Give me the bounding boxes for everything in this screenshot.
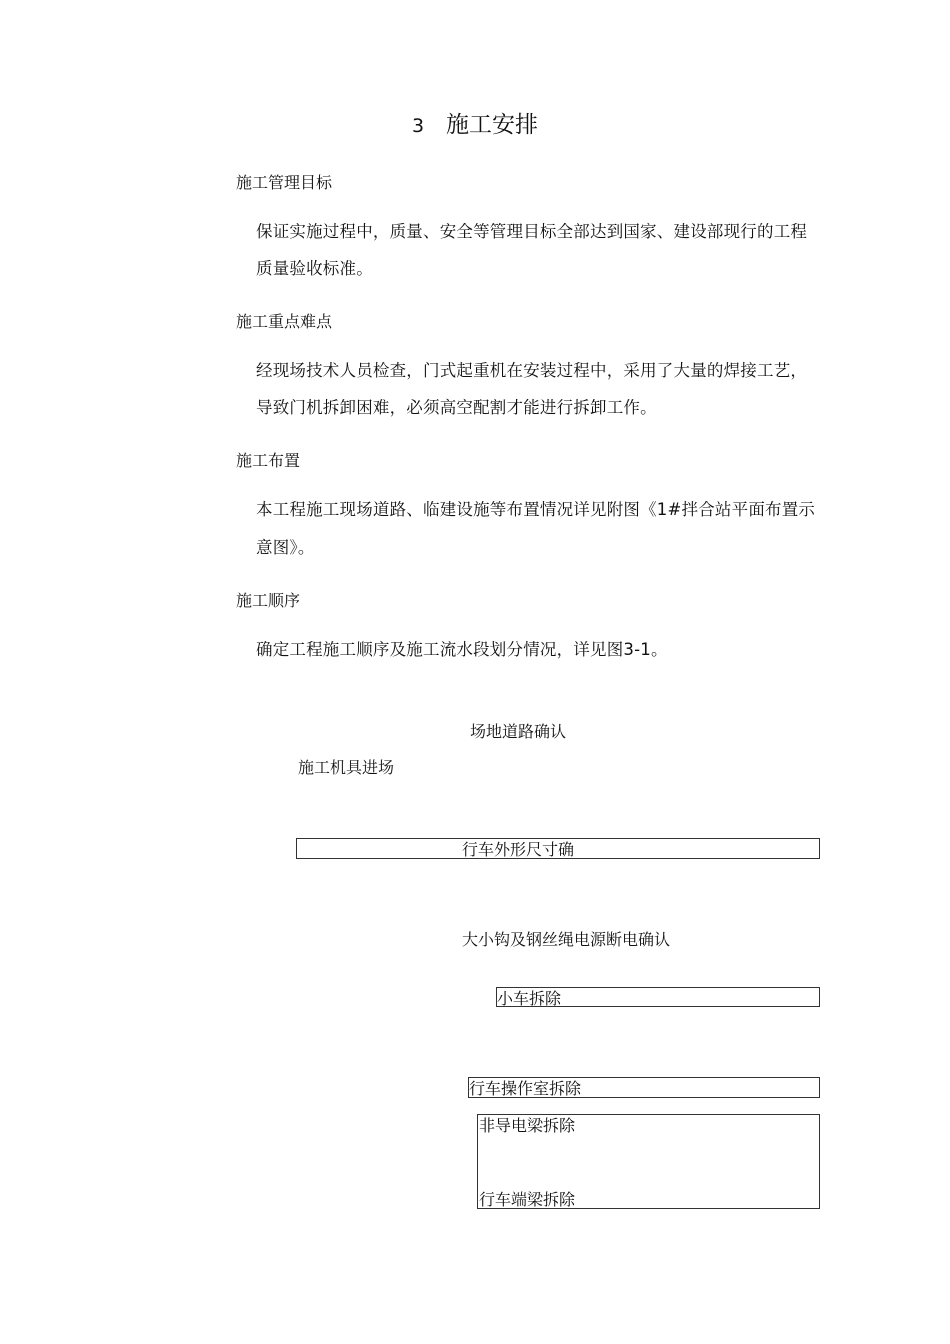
flow-step-road-confirm: 场地道路确认 [470,722,567,741]
flow-step-non-conductive-beam: 非导电梁拆除 [479,1116,576,1135]
paragraph-line: 导致门机拆卸困难，必须高空配割才能进行拆卸工作。 [256,398,657,417]
heading-key-difficulties: 施工重点难点 [236,312,333,331]
flow-step-dimensions: 行车外形尺寸确 [462,840,575,859]
paragraph-line: 保证实施过程中，质量、安全等管理目标全部达到国家、建设部现行的工程 [256,222,808,241]
heading-sequence: 施工顺序 [236,591,301,610]
flow-step-end-beam: 行车端梁拆除 [479,1190,576,1209]
section-title-text: 施工安排 [446,112,539,138]
flow-step-equipment-entry: 施工机具进场 [298,758,395,777]
heading-management-goal: 施工管理目标 [236,173,333,192]
section-title [0,114,950,137]
heading-site-layout: 施工布置 [236,451,301,470]
paragraph-line: 确定工程施工顺序及施工流水段划分情况，详见图3-1。 [256,640,668,659]
paragraph-line: 本工程施工现场道路、临建设施等布置情况详见附图《1#拌合站平面布置示 [256,500,816,519]
flow-step-power-off: 大小钩及钢丝绳电源断电确认 [462,930,671,949]
flow-step-cab: 行车操作室拆除 [469,1079,582,1098]
section-number: 3 [411,115,425,137]
paragraph-line: 意图》。 [256,538,315,557]
paragraph-line: 质量验收标准。 [256,259,373,278]
flow-step-trolley: 小车拆除 [497,989,562,1008]
paragraph-line: 经现场技术人员检查，门式起重机在安装过程中，采用了大量的焊接工艺， [256,361,808,380]
